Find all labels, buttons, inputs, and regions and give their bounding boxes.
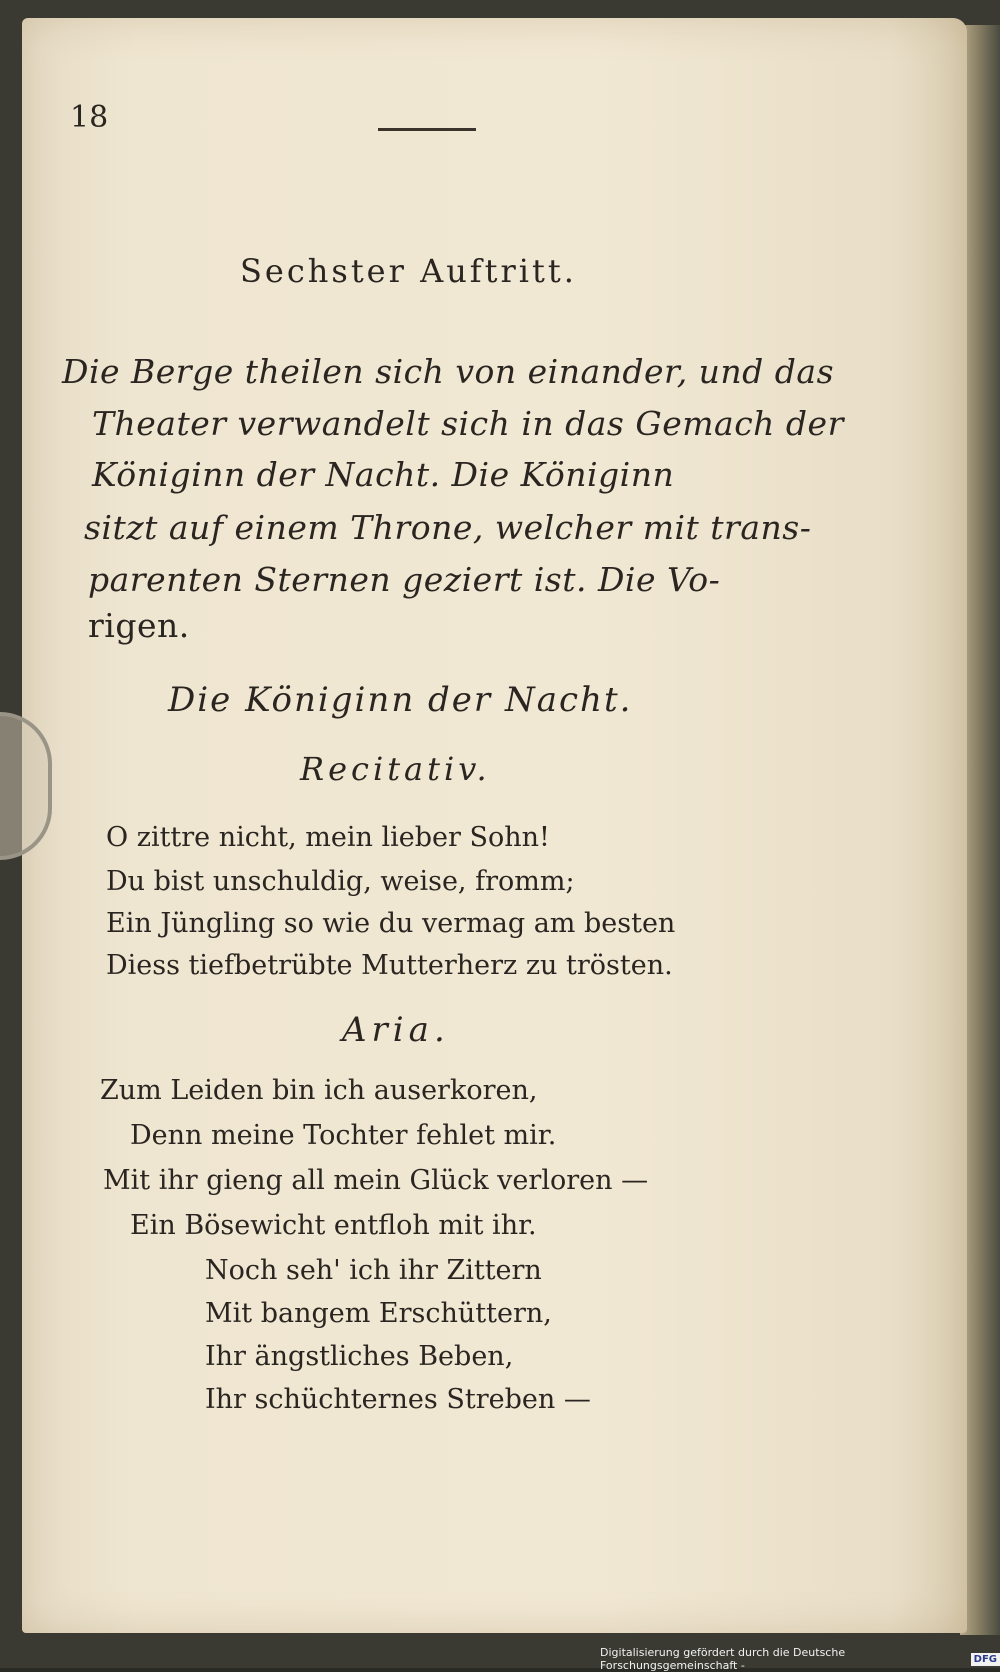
header-rule — [378, 128, 476, 131]
aria-line: Mit bangem Erschüttern, — [205, 1298, 552, 1329]
aria-line: Mit ihr gieng all mein Glück verloren — — [103, 1165, 649, 1196]
recitativ-line: Du bist unschuldig, weise, fromm; — [106, 866, 575, 897]
recitativ-line: Ein Jüngling so wie du vermag am besten — [106, 908, 676, 939]
dfg-logo: DFG — [971, 1653, 1000, 1666]
aria-heading: Aria. — [342, 1010, 450, 1050]
recitativ-heading: Recitativ. — [300, 750, 491, 788]
recitativ-line: O zittre nicht, mein lieber Sohn! — [106, 822, 550, 853]
aria-line: Zum Leiden bin ich auserkoren, — [100, 1075, 538, 1106]
aria-line: Noch seh' ich ihr Zittern — [205, 1255, 542, 1286]
speaker-heading: Die Königinn der Nacht. — [168, 680, 633, 720]
aria-line: Ihr schüchternes Streben — — [205, 1384, 591, 1415]
stage-direction-line: rigen. — [88, 606, 190, 645]
aria-line: Denn meine Tochter fehlet mir. — [130, 1120, 557, 1151]
credit-text: Digitalisierung gefördert durch die Deutsche Forschungsgemeinschaft - — [600, 1646, 846, 1672]
scene-title: Sechster Auftritt. — [240, 252, 577, 290]
stage-direction-line: Theater verwandelt sich in das Gemach der — [92, 404, 844, 443]
stage-direction-line: parenten Sternen geziert ist. Die Vo- — [88, 560, 721, 599]
aria-line: Ihr ängstliches Beben, — [205, 1341, 514, 1372]
stage-direction-line: sitzt auf einem Throne, welcher mit trans- — [84, 508, 812, 547]
aria-line: Ein Bösewicht entfloh mit ihr. — [130, 1210, 537, 1241]
page-number: 18 — [70, 100, 109, 135]
digitization-credit — [600, 1646, 1000, 1672]
stage-direction-line: Königinn der Nacht. Die Königinn — [92, 455, 675, 494]
stage-direction-line: Die Berge theilen sich von einander, und das — [62, 352, 835, 391]
recitativ-line: Diess tiefbetrübte Mutterherz zu trösten. — [106, 950, 673, 981]
